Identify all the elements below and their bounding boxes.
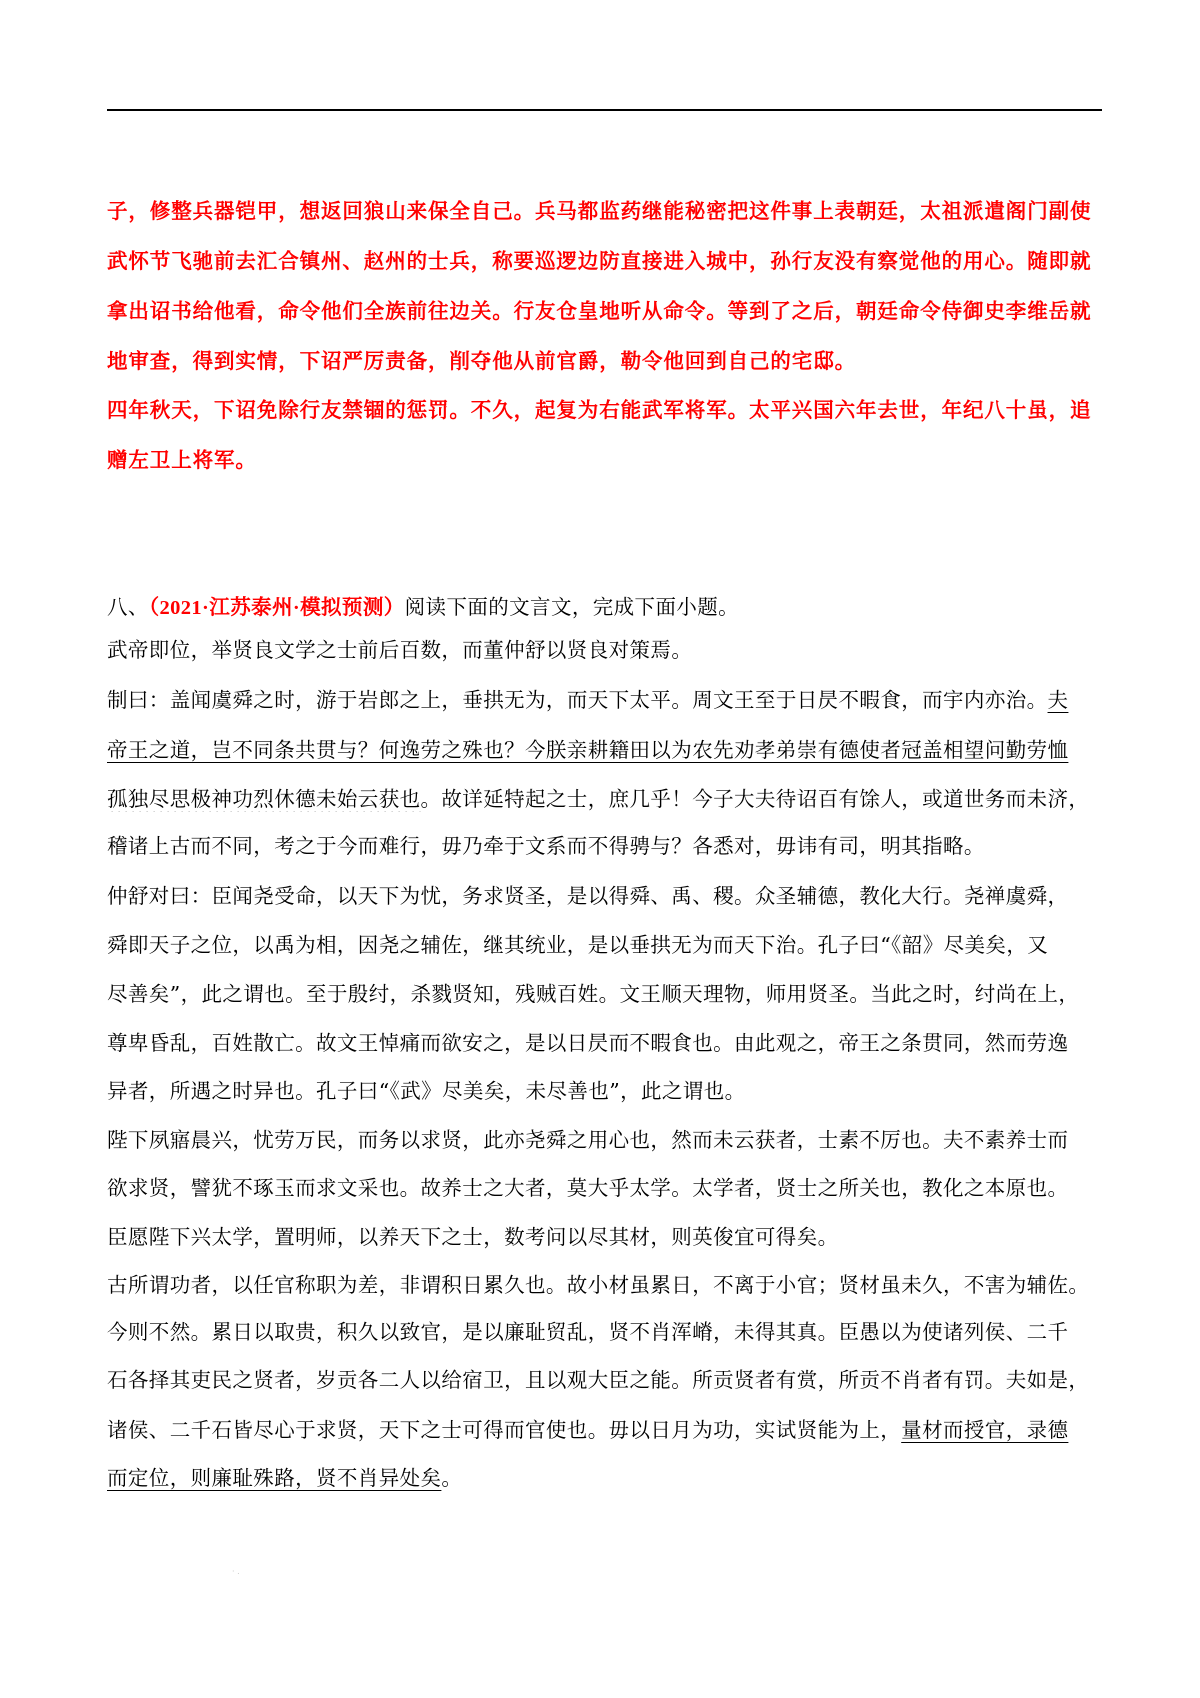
passage-line: 诸侯、二千石皆尽心于求贤，天下之士可得而官使也。毋以日月为功，实试贤能为上，量材而授官，录德 — [107, 1418, 1069, 1442]
passage-line: 石各择其吏民之贤者，岁贡各二人以给宿卫，且以观大臣之能。所贡贤者有赏，所贡不肖者有罚。夫如是， — [107, 1368, 1090, 1392]
passage-line: 舜即天子之位，以禹为相，因尧之辅佐，继其统业，是以垂拱无为而天下治。孔子曰“《韶》尽美矣，又 — [107, 933, 1049, 957]
passage-line: 仲舒对曰：臣闻尧受命，以天下为忧，务求贤圣，是以得舜、禹、稷。众圣辅德，教化大行。尧禅虞舜， — [107, 884, 1069, 908]
passage-line: 陛下夙寤晨兴，忧劳万民，而务以求贤，此亦尧舜之用心也，然而未云获者，士素不厉也。夫不素养士而 — [107, 1128, 1069, 1152]
question-instruction: 阅读下面的文言文，完成下面小题。 — [404, 595, 740, 619]
header-rule — [107, 109, 1102, 111]
passage-line: 制曰：盖闻虞舜之时，游于岩郎之上，垂拱无为，而天下太平。周文王至于日昃不暇食，而宇内亦治。夫 — [107, 688, 1069, 712]
question-number: 八、 — [107, 595, 149, 619]
translation-line: 武怀节飞驰前去汇合镇州、赵州的士兵，称要巡逻边防直接进入城中，孙行友没有察觉他的用心。随即就 — [107, 249, 1092, 273]
passage-line: 臣愿陛下兴太学，置明师，以养天下之士，数考问以尽其材，则英俊宜可得矣。 — [107, 1225, 839, 1249]
passage-line — [107, 737, 1102, 763]
question-source: （2021·江苏泰州·模拟预测） — [148, 597, 405, 619]
scan-specks: · . — [232, 1567, 240, 1576]
passage-line: 武帝即位，举贤良文学之士前后百数，而董仲舒以贤良对策焉。 — [107, 638, 693, 662]
passage-line: 尊卑昏乱，百姓散亡。故文王悼痛而欲安之，是以日昃而不暇食也。由此观之，帝王之条贯同，然而劳逸 — [107, 1031, 1069, 1055]
dotted-char: 千 — [1047, 1320, 1069, 1344]
dotted-char: 司 — [838, 834, 860, 858]
passage-line: 稽诸上古而不同，考之于今而难行，毋乃牵于文系而不得骋与？各悉对，毋讳有司，明其指略。 — [107, 834, 985, 858]
wavy-underlined-text: 孤独尽思极神功烈休德未始云获也 — [107, 787, 421, 811]
dotted-char: 对 — [608, 638, 630, 662]
dotted-char: 拱 — [483, 688, 505, 712]
dotted-char: 二 — [1026, 1320, 1048, 1344]
passage-line: 尽善矣”，此之谓也。至于殷纣，杀戮贤知，残贼百姓。文王顺天理物，师用贤圣。当此之时，纣尚在上， — [107, 982, 1080, 1006]
underlined-text: 帝王之道，岂不同条共贯与？何逸劳之殊也？今朕亲耕籍田以为农先劝孝弟崇有德使者冠盖相望问勤劳恤 — [107, 738, 1069, 762]
dotted-char: 石 — [107, 1368, 128, 1392]
dotted-char: 有 — [817, 834, 839, 858]
dotted-char: 垂 — [462, 688, 484, 712]
passage-line: 而定位，则廉耻殊路，贤不肖异处矣。 — [107, 1466, 463, 1490]
dotted-char: 策 — [629, 638, 651, 662]
passage-line: 欲求贤，譬犹不琢玉而求文采也。故养士之大者，莫大乎太学。太学者，贤士之所关也，教化之本原也。 — [107, 1176, 1069, 1200]
translation-line: 四年秋天，下诏免除行友禁锢的惩罚。不久，起复为右能武军将军。太平兴国六年去世，年纪八十虽，追 — [107, 398, 1092, 422]
translation-line: 赠左卫上将军。 — [107, 448, 257, 472]
passage-line: 古所谓功者，以任官称职为差，非谓积日累久也。故小材虽累日，不离于小官；贤材虽未久，不害为辅佐。 — [107, 1273, 1090, 1297]
underlined-text: 夫 — [1047, 688, 1069, 712]
passage-line: 异者，所遇之时异也。孔子曰“《武》尽美矣，未尽善也”，此之谓也。 — [107, 1079, 746, 1103]
translation-line: 子，修整兵器铠甲，想返回狼山来保全自己。兵马都监药继能秘密把这件事上表朝廷，太祖派遣阁门副使 — [107, 199, 1092, 223]
question-heading — [107, 594, 1102, 621]
translation-line: 拿出诏书给他看，命令他们全族前往边关。行友仓皇地听从命令。等到了之后，朝廷命令侍御史李维岳就 — [107, 299, 1092, 323]
underlined-text: 而定位，则廉耻殊路，贤不肖异处矣 — [107, 1466, 442, 1490]
translation-line: 地审查，得到实情，下诏严厉责备，削夺他从前官爵，勒令他回到自己的宅邸。 — [107, 349, 856, 373]
passage-line: 今则不然。累日以取贵，积久以致官，是以廉耻贸乱，贤不肖浑嵴，未得其真。臣愚以为使诸列侯、二千 — [107, 1320, 1069, 1344]
underlined-text: 量材而授官，录德 — [901, 1418, 1069, 1442]
passage-line: 孤独尽思极神功烈休德未始云获也。故详延特起之士，庶几乎！今子大夫待诏百有馀人，或道世务而未济， — [107, 787, 1090, 811]
